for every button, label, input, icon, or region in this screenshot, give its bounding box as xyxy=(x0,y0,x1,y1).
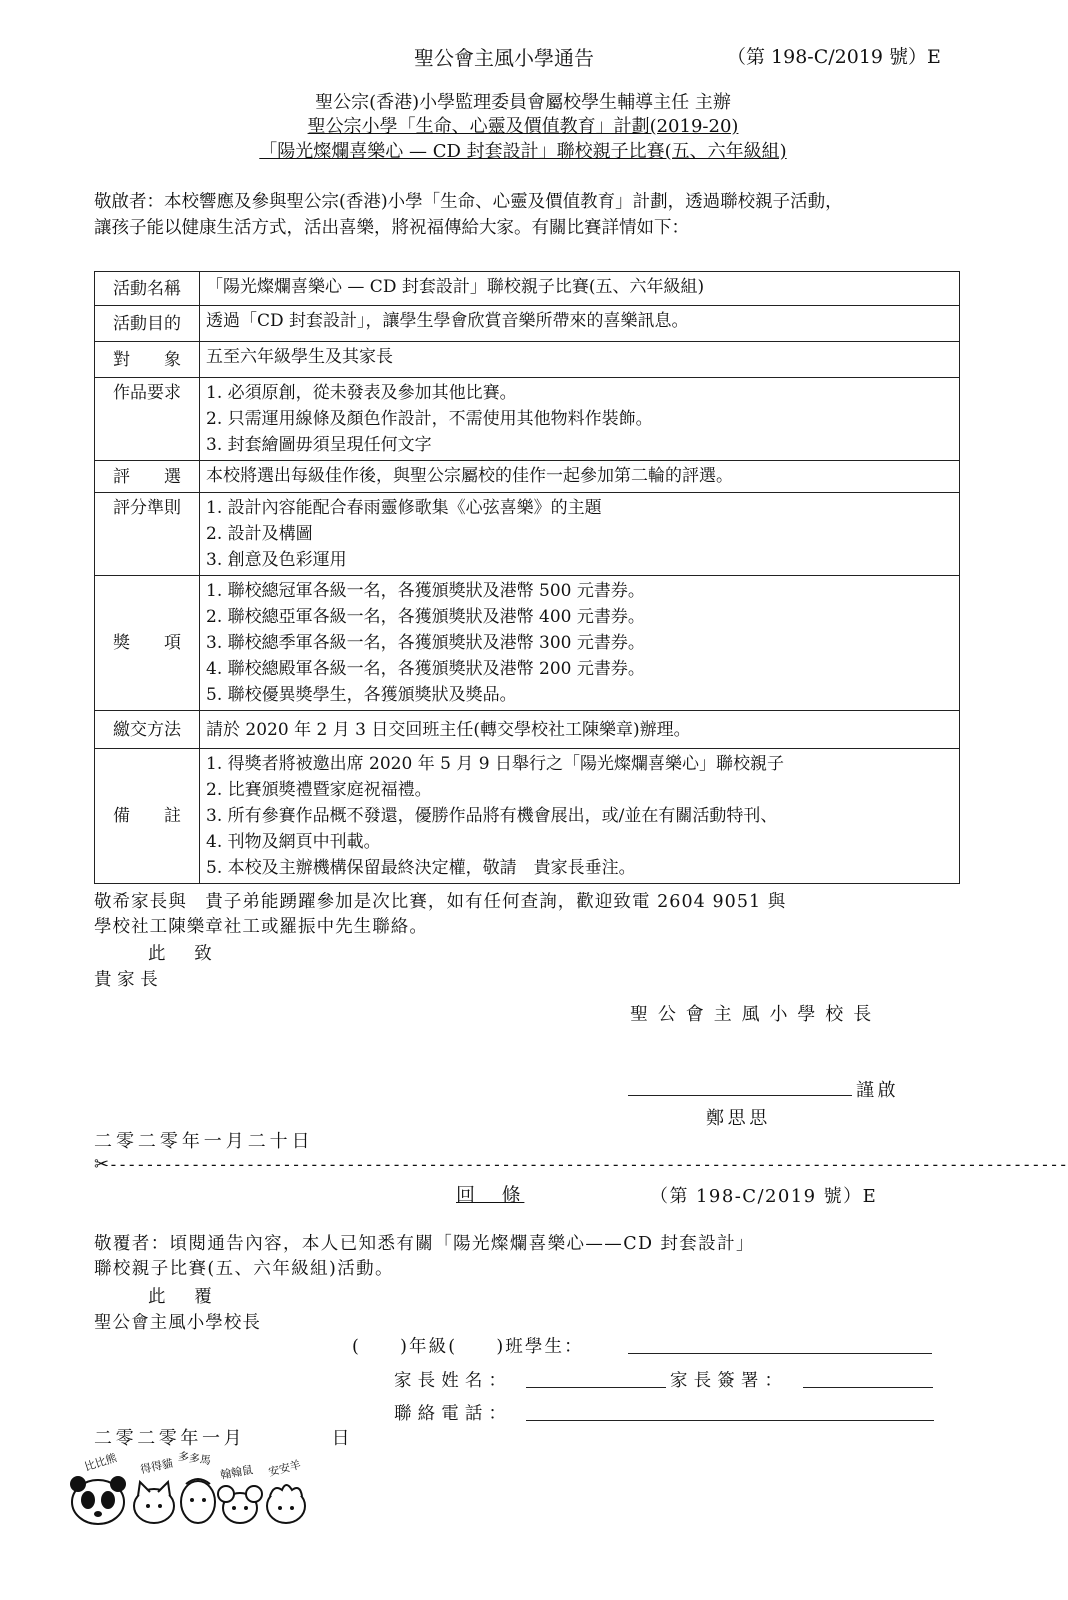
mascots-logo xyxy=(68,1450,318,1530)
submission-label: 繳交方法 xyxy=(95,711,200,749)
prize-item: 3. 聯校總季軍各級一名，各獲頒獎狀及港幣 300 元書券。 xyxy=(206,633,645,653)
selection-label: 評 選 xyxy=(95,461,200,493)
phone-field[interactable] xyxy=(526,1420,934,1421)
mascot-name: 得得貓 xyxy=(139,1456,175,1477)
submission-value: 請於 2020 年 2 月 3 日交回班主任(轉交學校社工陳樂章)辦理。 xyxy=(200,711,960,749)
requirements-list xyxy=(200,378,960,461)
reply-line-2: 聯校親子比賽(五、六年級組)活動。 xyxy=(94,1259,394,1279)
closing-line-2: 學校社工陳樂章社工或羅振中先生聯絡。 xyxy=(94,917,428,937)
parent-name-field[interactable] xyxy=(526,1387,666,1388)
principal-title: 聖公會主風小學校長 xyxy=(630,1004,882,1025)
student-class-label: ( )年級( )班學生： xyxy=(352,1337,584,1357)
remark-item: 1. 得獎者將被邀出席 2020 年 5 月 9 日舉行之「陽光燦爛喜樂心」聯校親子 xyxy=(206,754,784,774)
prizes-label: 獎 項 xyxy=(95,576,200,711)
remark-item: 2. 比賽頒獎禮暨家庭祝福禮。 xyxy=(206,780,432,800)
reply-line-1: 敬覆者：頃閱通告內容，本人已知悉有關「陽光燦爛喜樂心——CD 封套設計」 xyxy=(94,1234,755,1254)
reply-date: 二零二零年一月 日 xyxy=(94,1428,354,1449)
scissors-icon: ✂ xyxy=(94,1154,109,1175)
activity-purpose-label: 活動目的 xyxy=(95,306,200,342)
activity-name-value: 「陽光燦爛喜樂心 — CD 封套設計」聯校親子比賽(五、六年級組) xyxy=(200,272,960,306)
closing-line-1: 敬希家長與 貴子弟能踴躍參加是次比賽，如有任何查詢，歡迎致電 2604 9051 與 xyxy=(94,892,787,912)
parent-signature-field[interactable] xyxy=(803,1387,933,1388)
notice-number: （第 198-C/2019 號）E xyxy=(727,46,941,68)
reply-notice-number: （第 198-C/2019 號）E xyxy=(650,1186,878,1207)
criteria-item: 3. 創意及色彩運用 xyxy=(206,550,347,570)
prizes-list xyxy=(200,576,960,711)
recipient-parents: 貴家長 xyxy=(94,970,164,990)
remark-item: 4. 刊物及網頁中刊載。 xyxy=(206,832,381,852)
cut-line xyxy=(94,1154,1068,1175)
remarks-list xyxy=(200,749,960,884)
competition-line: 「陽光燦爛喜樂心 — CD 封套設計」聯校親子比賽(五、六年級組) xyxy=(259,141,787,162)
prize-item: 2. 聯校總亞軍各級一名，各獲頒獎狀及港幣 400 元書券。 xyxy=(206,607,645,627)
criteria-label: 評分準則 xyxy=(95,493,200,576)
signature-line xyxy=(628,1095,852,1096)
parent-name-label: 家長姓名： xyxy=(394,1371,513,1391)
mascot-name: 翰翰鼠 xyxy=(219,1463,254,1482)
program-line: 聖公宗小學「生命、心靈及價值教育」計劃(2019-20) xyxy=(307,116,739,137)
requirement-item: 1. 必須原創，從未發表及參加其他比賽。 xyxy=(206,383,517,403)
principal-name: 鄭思思 xyxy=(706,1108,771,1129)
activity-name-label: 活動名稱 xyxy=(95,272,200,306)
prize-item: 5. 聯校優異獎學生，各獲頒獎狀及獎品。 xyxy=(206,685,517,705)
prize-item: 4. 聯校總殿軍各級一名，各獲頒獎狀及港幣 200 元書券。 xyxy=(206,659,645,679)
parent-signature-label: 家長簽署： xyxy=(670,1371,789,1391)
prize-item: 1. 聯校總冠軍各級一名，各獲頒獎狀及港幣 500 元書券。 xyxy=(206,581,645,601)
criteria-list xyxy=(200,493,960,576)
respectfully: 謹啟 xyxy=(856,1080,900,1101)
student-name-field[interactable] xyxy=(628,1353,932,1354)
notice-date: 二零二零年一月二十日 xyxy=(94,1131,314,1152)
requirement-item: 2. 只需運用線條及顏色作設計，不需使用其他物料作裝飾。 xyxy=(206,409,653,429)
reply-recipient: 聖公會主風小學校長 xyxy=(94,1313,261,1333)
remarks-label: 備 註 xyxy=(95,749,200,884)
intro-line-1: 敬啟者：本校響應及參與聖公宗(香港)小學「生命、心靈及價值教育」計劃，透過聯校親子活動， xyxy=(94,192,843,212)
requirement-item: 3. 封套繪圖毋須呈現任何文字 xyxy=(206,435,432,455)
phone-label: 聯絡電話： xyxy=(394,1404,513,1424)
intro-line-2: 讓孩子能以健康生活方式，活出喜樂，將祝福傳給大家。有關比賽詳情如下： xyxy=(94,218,689,238)
target-label: 對 象 xyxy=(95,342,200,378)
cut-dashes: --------------------------------------------------------------------------------------------------------- xyxy=(108,1155,1068,1174)
remark-item: 5. 本校及主辦機構保留最終決定權，敬請 貴家長垂注。 xyxy=(206,858,636,878)
school-notice-title: 聖公會主風小學通告 xyxy=(414,46,594,70)
ci-fu: 此 覆 xyxy=(148,1287,218,1307)
details-table xyxy=(94,271,960,884)
selection-value: 本校將選出每級佳作後，與聖公宗屬校的佳作一起參加第二輪的評選。 xyxy=(200,461,960,493)
criteria-item: 2. 設計及構圖 xyxy=(206,524,313,544)
mascot-faces-icon xyxy=(68,1470,318,1530)
remark-item: 3. 所有參賽作品概不發還，優勝作品將有機會展出，或/並在有關活動特刊、 xyxy=(206,806,778,826)
mascot-name: 比比熊 xyxy=(82,1451,119,1474)
requirements-label: 作品要求 xyxy=(95,378,200,461)
ci-zhi: 此 致 xyxy=(148,944,218,964)
organizer-line: 聖公宗(香港)小學監理委員會屬校學生輔導主任 主辦 xyxy=(315,92,731,113)
reply-slip-title: 回 條 xyxy=(456,1184,525,1206)
activity-purpose-value: 透過「CD 封套設計」，讓學生學會欣賞音樂所帶來的喜樂訊息。 xyxy=(200,306,960,342)
target-value: 五至六年級學生及其家長 xyxy=(200,342,960,378)
criteria-item: 1. 設計內容能配合春雨靈修歌集《心弦喜樂》的主題 xyxy=(206,498,602,518)
mascot-name: 多多馬 xyxy=(177,1449,212,1468)
mascot-name: 安安羊 xyxy=(267,1458,303,1479)
